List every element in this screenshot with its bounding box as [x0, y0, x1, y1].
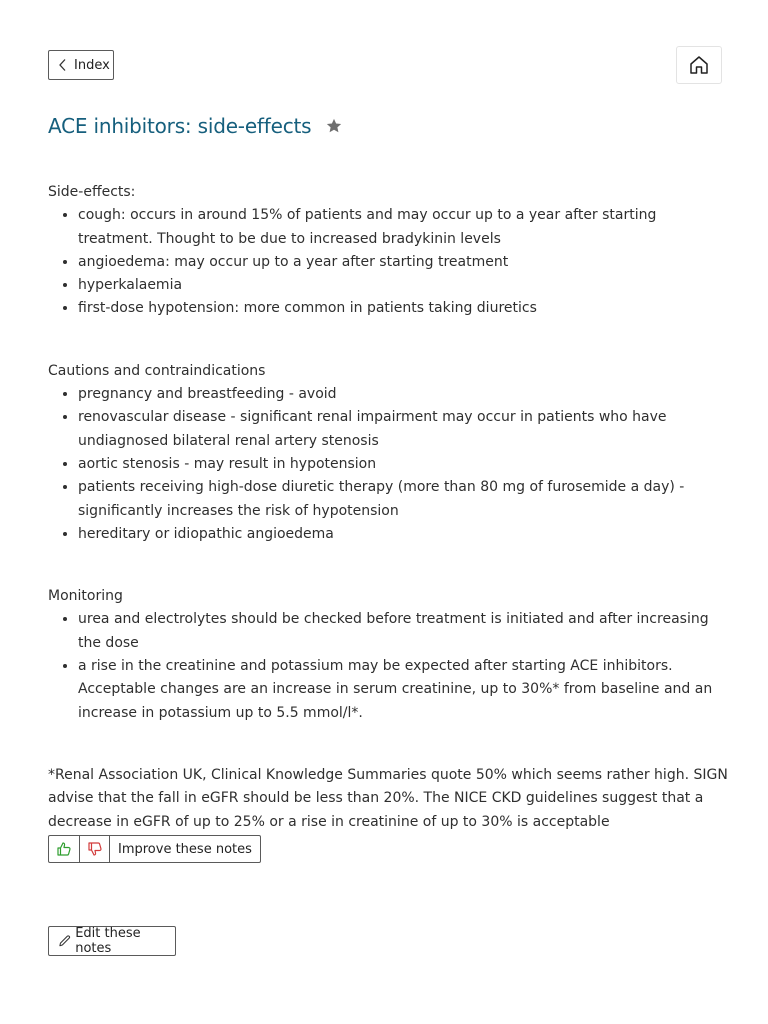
home-icon — [688, 54, 710, 76]
monitoring-heading: Monitoring — [48, 588, 123, 605]
list-item: • patients receiving high-dose diuretic therapy (more than 80 mg of furosemide a day) - significantly increases the risk of hypotension — [78, 476, 728, 523]
list-item: • aortic stenosis - may result in hypotension — [78, 453, 728, 476]
list-item: • a rise in the creatinine and potassium may be expected after starting ACE inhibitors. Acceptable changes are an increase in serum creatinine, up to 30%* from baseline and an increase in potassium up to 5.5 mmol/l*. — [78, 655, 728, 725]
page-title: ACE inhibitors: side-effects — [48, 114, 312, 138]
side-effects-list — [48, 204, 728, 320]
notes-content — [48, 181, 728, 834]
side-effects-heading: Side-effects: — [48, 184, 136, 200]
star-icon — [325, 117, 343, 135]
thumbs-up-button[interactable] — [49, 836, 80, 862]
cautions-list — [48, 383, 728, 546]
edit-notes-button[interactable] — [48, 926, 176, 956]
favorite-button[interactable] — [325, 117, 343, 135]
list-item: • angioedema: may occur up to a year after starting treatment — [78, 251, 728, 274]
improve-notes-button[interactable]: Improve these notes — [118, 841, 252, 857]
thumbs-up-icon — [56, 841, 72, 857]
index-back-label: Index — [74, 57, 110, 73]
list-item: • urea and electrolytes should be checked before treatment is initiated and after increasing the dose — [78, 608, 728, 655]
thumbs-down-button[interactable] — [80, 836, 110, 862]
list-item: • hereditary or idiopathic angioedema — [78, 523, 728, 546]
monitoring-list — [48, 608, 728, 724]
cautions-heading: Cautions and contraindications — [48, 362, 266, 379]
home-button[interactable] — [676, 46, 722, 84]
edit-notes-label: Edit these notes — [75, 926, 141, 956]
feedback-bar — [48, 835, 261, 863]
thumbs-down-icon — [87, 841, 103, 857]
list-item: • first-dose hypotension: more common in patients taking diuretics — [78, 297, 728, 320]
list-item: • hyperkalaemia — [78, 274, 728, 297]
footnote: *Renal Association UK, Clinical Knowledge Summaries quote 50% which seems rather high. SIGN advise that the fall in eGFR should be less than 20%. The NICE CKD guidelines suggest that a decrease in eGFR of up to 25% or a rise in creatinine of up to 30% is acceptable — [48, 766, 728, 830]
pencil-icon — [58, 934, 71, 948]
list-item: • renovascular disease - significant renal impairment may occur in patients who have undiagnosed bilateral renal artery stenosis — [78, 406, 728, 453]
title-row — [48, 114, 343, 138]
chevron-left-icon — [58, 58, 68, 72]
list-item: • cough: occurs in around 15% of patients and may occur up to a year after starting treatment. Thought to be due to increased bradykinin levels — [78, 204, 728, 251]
index-back-button[interactable] — [48, 50, 114, 80]
list-item: • pregnancy and breastfeeding - avoid — [78, 383, 728, 406]
